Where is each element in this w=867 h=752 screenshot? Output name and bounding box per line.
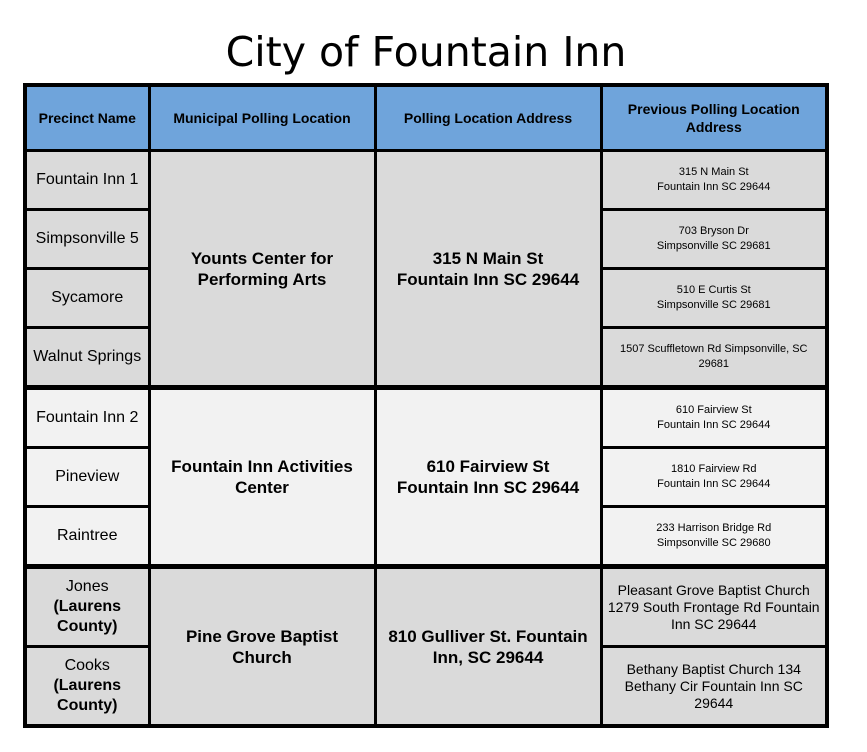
previous-address <box>601 210 827 269</box>
polling-address <box>375 388 601 567</box>
table-row <box>25 567 827 647</box>
previous-address <box>601 151 827 210</box>
address-line: 703 Bryson Dr <box>678 225 749 237</box>
county-label: (Laurens County) <box>53 598 122 635</box>
address-line: 233 Harrison Bridge Rd <box>656 522 772 534</box>
previous-address <box>601 328 827 388</box>
address-line: 610 Fairview St <box>675 404 752 416</box>
header-precinct-name: Precinct Name <box>25 85 149 151</box>
precinct-name: Pineview <box>25 448 149 507</box>
precinct-name <box>25 567 149 647</box>
address-line: Fountain Inn SC 29644 <box>396 478 580 497</box>
address-line: 315 N Main St <box>678 166 749 178</box>
precinct-label: Jones <box>65 578 109 595</box>
precinct-name: Raintree <box>25 507 149 567</box>
previous-address: Pleasant Grove Baptist Church 1279 South Frontage Rd Fountain Inn SC 29644 <box>601 567 827 647</box>
precinct-label: Cooks <box>64 657 110 674</box>
precinct-name: Fountain Inn 2 <box>25 388 149 448</box>
address-line: Fountain Inn SC 29644 <box>657 181 771 193</box>
address-line: Simpsonville SC 29681 <box>656 240 771 252</box>
address-line: Simpsonville SC 29681 <box>656 299 771 311</box>
previous-address <box>601 507 827 567</box>
address-line: Fountain Inn SC 29644 <box>396 269 580 289</box>
address-line: 510 E Curtis St <box>676 284 751 296</box>
address-line: Fountain Inn SC 29644 <box>657 478 771 490</box>
precinct-name: Simpsonville 5 <box>25 210 149 269</box>
header-previous-address: Previous Polling Location Address <box>601 85 827 151</box>
municipal-location: Fountain Inn Activities Center <box>149 388 375 567</box>
address-line: 315 N Main St <box>432 248 544 268</box>
table-row <box>25 151 827 210</box>
page-title: City of Fountain Inn <box>225 28 627 76</box>
municipal-location: Younts Center for Performing Arts <box>149 151 375 388</box>
precinct-name <box>25 647 149 727</box>
polling-address: 810 Gulliver St. Fountain Inn, SC 29644 <box>375 567 601 727</box>
header-row <box>25 85 827 151</box>
address-line: Simpsonville SC 29680 <box>656 537 771 549</box>
previous-address <box>601 388 827 448</box>
precinct-name: Sycamore <box>25 269 149 328</box>
county-label: (Laurens County) <box>53 677 122 714</box>
polling-locations-table <box>23 83 829 728</box>
address-line: 1810 Fairview Rd <box>670 463 757 475</box>
address-line: 610 Fairview St <box>426 457 550 476</box>
table-row <box>25 388 827 448</box>
previous-address <box>601 448 827 507</box>
polling-address <box>375 151 601 388</box>
header-municipal-location: Municipal Polling Location <box>149 85 375 151</box>
precinct-name: Walnut Springs <box>25 328 149 388</box>
municipal-location: Pine Grove Baptist Church <box>149 567 375 727</box>
address-line: 1507 Scuffletown Rd Simpsonville, SC 29681 <box>619 343 808 370</box>
precinct-name: Fountain Inn 1 <box>25 151 149 210</box>
previous-address <box>601 269 827 328</box>
previous-address: Bethany Baptist Church 134 Bethany Cir Fountain Inn SC 29644 <box>601 647 827 727</box>
header-polling-address: Polling Location Address <box>375 85 601 151</box>
address-line: Fountain Inn SC 29644 <box>657 419 771 431</box>
